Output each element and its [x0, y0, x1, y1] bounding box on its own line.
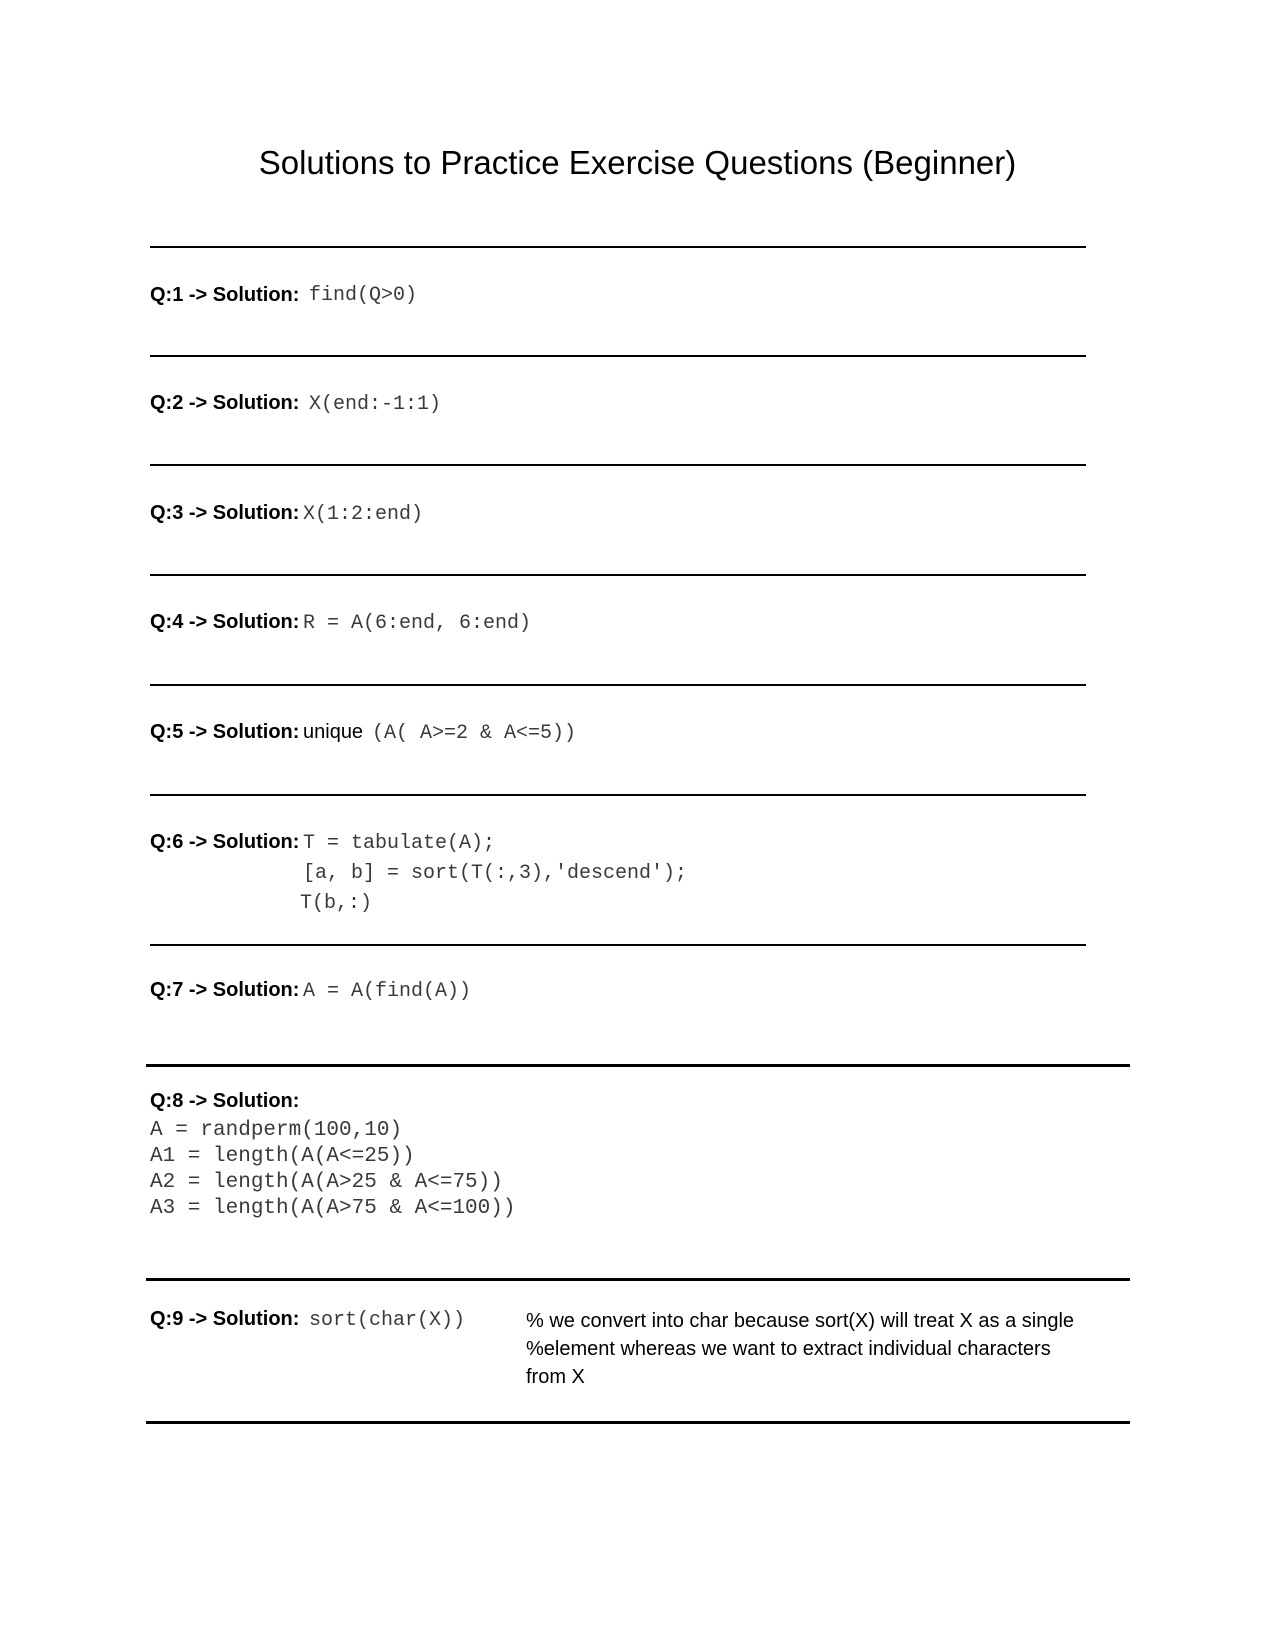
separator-line: [150, 246, 1086, 248]
q9-code: sort(char(X)): [309, 1309, 466, 1332]
q8-code-line: A3 = length(A(A>75 & A<=100)): [150, 1197, 516, 1220]
q9-comment-line: %element whereas we want to extract individual characters: [526, 1338, 1051, 1360]
q8-label: Q:8 -> Solution:: [150, 1090, 300, 1112]
separator-line: [150, 464, 1086, 466]
q6-code-line: [a, b] = sort(T(:,3),'descend');: [303, 862, 688, 885]
q9-comment: [526, 1307, 1116, 1391]
separator-line: [150, 944, 1086, 946]
q2-code: X(end:-1:1): [309, 393, 442, 416]
separator-line: [146, 1064, 1130, 1067]
q8-code-line: A1 = length(A(A<=25)): [150, 1145, 415, 1168]
q3-label: Q:3 -> Solution:: [150, 502, 300, 524]
q7-code: A = A(find(A)): [303, 980, 472, 1003]
separator-line: [150, 355, 1086, 357]
q6-code-line: T = tabulate(A);: [303, 832, 496, 855]
q2-label: Q:2 -> Solution:: [150, 392, 300, 414]
q1-label: Q:1 -> Solution:: [150, 284, 300, 306]
q9-label: Q:9 -> Solution:: [150, 1308, 300, 1330]
separator-line: [146, 1278, 1130, 1281]
q8-code-block: [150, 1118, 515, 1222]
q8-code-line: A2 = length(A(A>25 & A<=75)): [150, 1171, 503, 1194]
q1-code: find(Q>0): [309, 284, 418, 307]
q5-function-name: unique: [303, 721, 364, 743]
q9-comment-line: % we convert into char because sort(X) will treat X as a single: [526, 1310, 1075, 1332]
separator-line: [146, 1421, 1130, 1424]
q9-comment-line: from X: [526, 1366, 585, 1388]
q4-code: R = A(6:end, 6:end): [303, 612, 532, 635]
separator-line: [150, 684, 1086, 686]
separator-line: [150, 794, 1086, 796]
q3-code: X(1:2:end): [303, 503, 424, 526]
q5-label: Q:5 -> Solution:: [150, 721, 300, 743]
q6-label: Q:6 -> Solution:: [150, 831, 300, 853]
q7-label: Q:7 -> Solution:: [150, 979, 300, 1001]
q6-code-line: T(b,:): [300, 892, 373, 915]
page-title: Solutions to Practice Exercise Questions (Beginner): [258, 144, 1017, 181]
q4-label: Q:4 -> Solution:: [150, 611, 300, 633]
q5-code: (A( A>=2 & A<=5)): [372, 722, 577, 745]
q8-code-line: A = randperm(100,10): [150, 1119, 403, 1142]
separator-line: [150, 574, 1086, 576]
